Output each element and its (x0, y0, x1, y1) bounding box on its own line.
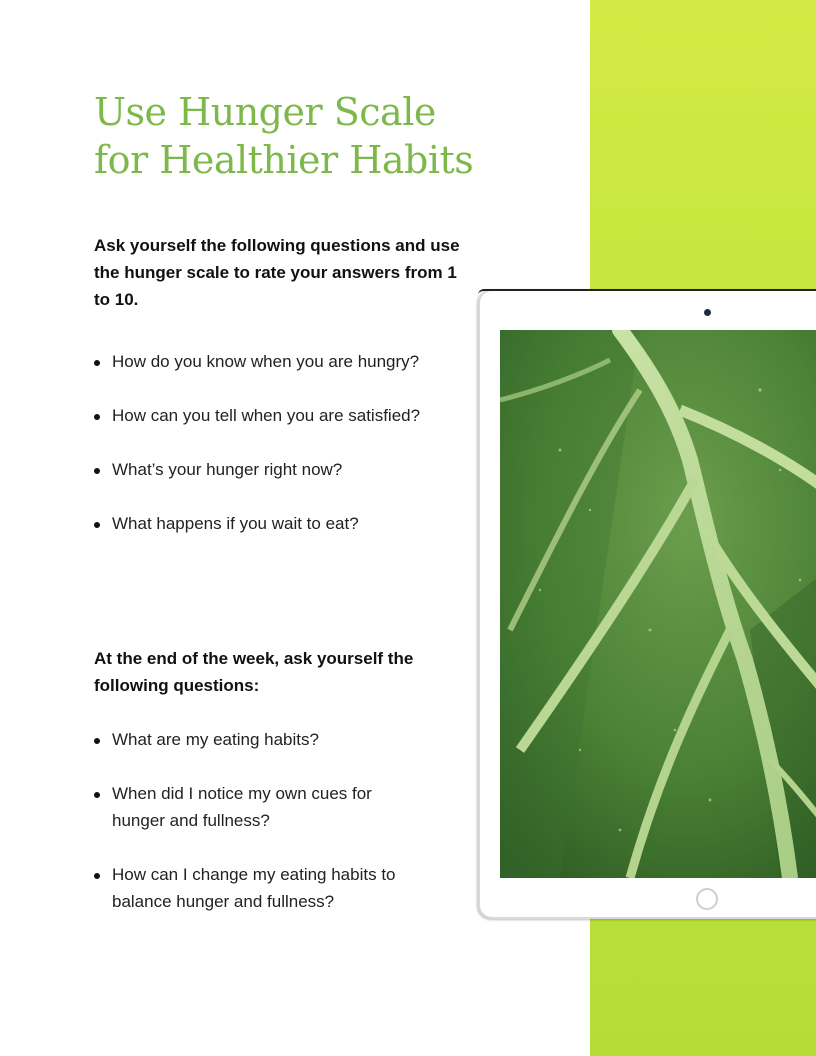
tablet-mockup (478, 289, 816, 919)
list-item: What happens if you wait to eat? (94, 510, 424, 537)
question-list (94, 348, 424, 564)
leaf-image (500, 330, 816, 878)
list-item: How can you tell when you are satisfied? (94, 402, 424, 429)
week-heading: At the end of the week, ask yourself the following questions: (94, 649, 414, 695)
list-item: What’s your hunger right now? (94, 456, 424, 483)
list-item: When did I notice my own cues for hunger and fullness? (94, 780, 404, 834)
title-line-1: Use Hunger Scale (94, 90, 436, 134)
home-button-icon (696, 888, 718, 910)
title-line-2: for Healthier Habits (94, 138, 474, 182)
page-title (94, 88, 534, 184)
leaf-illustration (500, 330, 816, 878)
list-item: What are my eating habits? (94, 726, 404, 753)
list-item: How can I change my eating habits to balance hunger and fullness? (94, 861, 404, 915)
week-question-list (94, 726, 404, 942)
list-item: How do you know when you are hungry? (94, 348, 424, 375)
camera-icon (704, 309, 711, 316)
intro-text: Ask yourself the following questions and use the hunger scale to rate your answers from 1 to 10. (94, 236, 460, 309)
